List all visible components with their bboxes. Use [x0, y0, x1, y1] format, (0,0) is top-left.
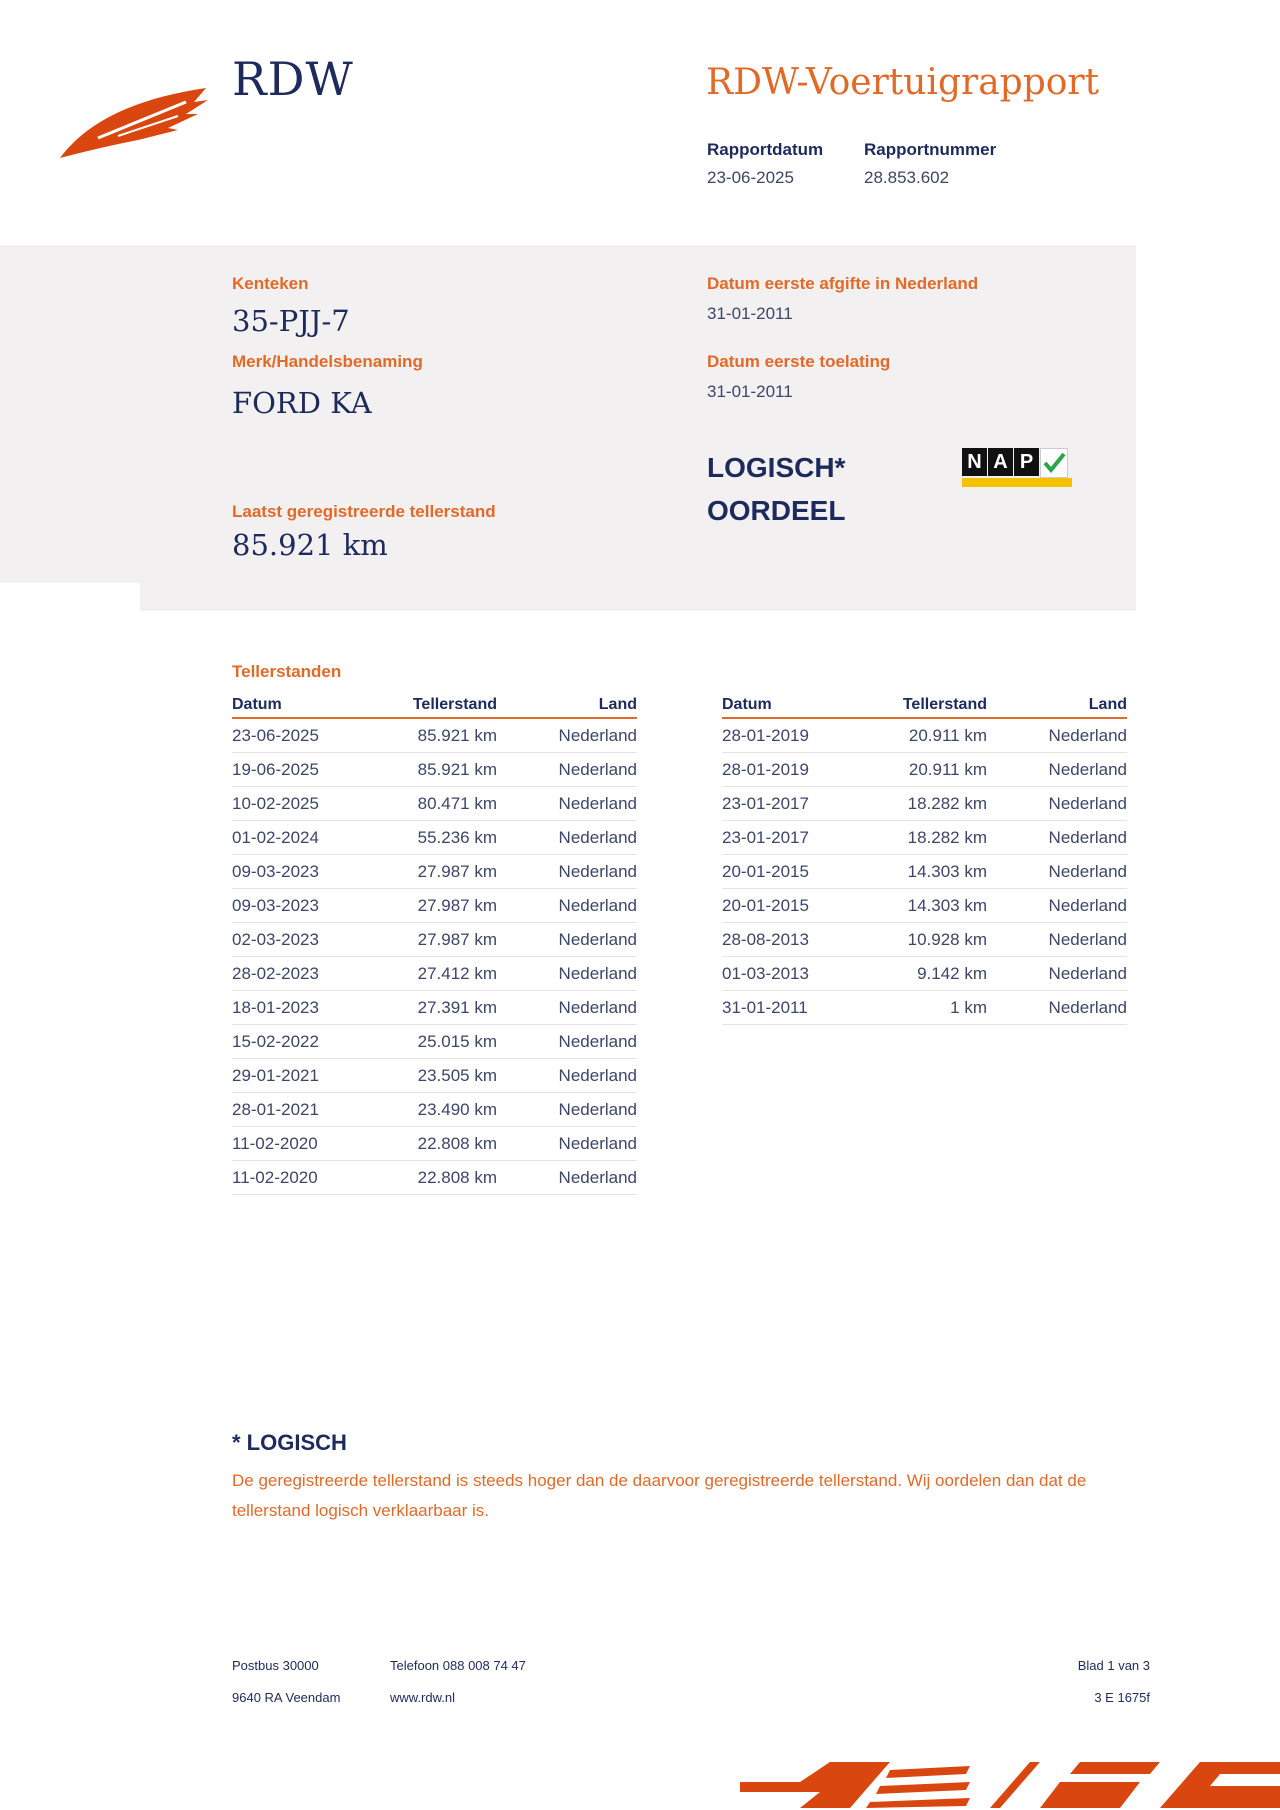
cell-tellerstand: 9.142 km [917, 963, 987, 983]
kenteken-label: Kenteken [232, 274, 309, 293]
cell-land: Nederland [1048, 895, 1127, 915]
table-row [232, 1059, 637, 1093]
cell-tellerstand: 27.987 km [417, 861, 497, 881]
cell-land: Nederland [558, 1065, 637, 1085]
cell-tellerstand: 1 km [950, 997, 987, 1017]
cell-tellerstand: 85.921 km [417, 725, 497, 745]
rapportdatum-value: 23-06-2025 [707, 168, 794, 187]
cell-land: Nederland [1048, 725, 1127, 745]
table-header [722, 690, 1127, 719]
verdict-line-1: LOGISCH* [707, 452, 846, 483]
cell-datum: 31-01-2011 [722, 997, 808, 1017]
last-tellerstand-label: Laatst geregistreerde tellerstand [232, 502, 496, 521]
cell-land: Nederland [1048, 963, 1127, 983]
cell-datum: 15-02-2022 [232, 1031, 319, 1051]
cell-datum: 29-01-2021 [232, 1065, 319, 1085]
cell-land: Nederland [558, 793, 637, 813]
table-row [722, 719, 1127, 753]
table-header [232, 690, 637, 719]
cell-land: Nederland [1048, 861, 1127, 881]
merk-value: FORD KA [232, 386, 372, 420]
cell-datum: 28-01-2019 [722, 759, 809, 779]
cell-land: Nederland [558, 1133, 637, 1153]
table-row [232, 855, 637, 889]
cell-land: Nederland [1048, 929, 1127, 949]
footer-postbus: Postbus 30000 [232, 1658, 319, 1673]
nap-yellow-bar [962, 478, 1072, 487]
table-row [232, 991, 637, 1025]
cell-land: Nederland [558, 759, 637, 779]
cell-tellerstand: 23.505 km [417, 1065, 497, 1085]
table-row [722, 787, 1127, 821]
cell-tellerstand: 22.808 km [417, 1133, 497, 1153]
cell-tellerstand: 27.987 km [417, 895, 497, 915]
table-row [232, 821, 637, 855]
table-row [232, 1025, 637, 1059]
table-row [722, 889, 1127, 923]
tellerstanden-table-left [232, 690, 637, 1195]
cell-tellerstand: 23.490 km [417, 1099, 497, 1119]
kenteken-value: 35-PJJ-7 [232, 304, 350, 338]
table-row [232, 923, 637, 957]
cell-datum: 02-03-2023 [232, 929, 319, 949]
table-row [722, 855, 1127, 889]
table-row [722, 991, 1127, 1025]
header-tellerstand: Tellerstand [412, 696, 497, 713]
nap-letter-n: N [962, 448, 987, 476]
rapportdatum-label: Rapportdatum [707, 140, 824, 159]
cell-tellerstand: 25.015 km [417, 1031, 497, 1051]
cell-land: Nederland [558, 997, 637, 1017]
footer-code: 3 E 1675f [1094, 1690, 1150, 1705]
table-row [232, 719, 637, 753]
rapportnummer-value: 28.853.602 [864, 168, 950, 187]
cell-datum: 28-02-2023 [232, 963, 319, 983]
header-tellerstand: Tellerstand [902, 696, 987, 713]
eerste-afgifte-label: Datum eerste afgifte in Nederland [707, 274, 979, 293]
header-land: Land [598, 696, 637, 713]
last-tellerstand-value: 85.921 km [232, 528, 388, 562]
eerste-toelating-label: Datum eerste toelating [707, 352, 891, 371]
cell-datum: 01-02-2024 [232, 827, 319, 847]
cell-datum: 20-01-2015 [722, 895, 809, 915]
cell-datum: 11-02-2020 [232, 1167, 318, 1187]
cell-tellerstand: 85.921 km [417, 759, 497, 779]
header-datum: Datum [722, 696, 772, 713]
cell-datum: 23-01-2017 [722, 827, 809, 847]
tellerstanden-title: Tellerstanden [232, 662, 342, 681]
merk-label: Merk/Handelsbenaming [232, 352, 423, 371]
cell-land: Nederland [1048, 997, 1127, 1017]
nap-letter-a: A [988, 448, 1013, 476]
nap-logo [962, 448, 1074, 488]
cell-datum: 09-03-2023 [232, 861, 319, 881]
brand-name: RDW [232, 52, 354, 106]
report-title: RDW-Voertuigrapport [706, 62, 1100, 103]
footer-address: 9640 RA Veendam [232, 1690, 341, 1705]
cell-land: Nederland [558, 1031, 637, 1051]
cell-tellerstand: 27.391 km [417, 997, 497, 1017]
table-row [722, 957, 1127, 991]
footnote-title: * LOGISCH [232, 1430, 347, 1455]
footnote-text: De geregistreerde tellerstand is steeds hoger dan de daarvoor geregistreerde tellerstand. Wij oordelen dan dat de tellerstand logisch verklaarbaar is. [232, 1471, 1087, 1520]
table-row [232, 889, 637, 923]
cell-land: Nederland [1048, 793, 1127, 813]
cell-tellerstand: 20.911 km [908, 759, 987, 779]
header-land: Land [1088, 696, 1127, 713]
cell-tellerstand: 18.282 km [907, 827, 987, 847]
cell-datum: 20-01-2015 [722, 861, 809, 881]
cell-tellerstand: 14.303 km [907, 861, 987, 881]
cell-land: Nederland [1048, 827, 1127, 847]
table-row [722, 753, 1127, 787]
cell-datum: 28-01-2021 [232, 1099, 319, 1119]
cell-land: Nederland [558, 861, 637, 881]
header-datum: Datum [232, 696, 282, 713]
panel-corner-cut [0, 583, 140, 613]
cell-tellerstand: 20.911 km [908, 725, 987, 745]
cell-tellerstand: 22.808 km [417, 1167, 497, 1187]
cell-land: Nederland [558, 827, 637, 847]
cell-datum: 10-02-2025 [232, 793, 319, 813]
cell-land: Nederland [1048, 759, 1127, 779]
cell-land: Nederland [558, 725, 637, 745]
cell-datum: 23-01-2017 [722, 793, 809, 813]
rapportnummer-label: Rapportnummer [864, 140, 997, 159]
cell-land: Nederland [558, 895, 637, 915]
cell-datum: 19-06-2025 [232, 759, 319, 779]
table-row [232, 957, 637, 991]
table-row [232, 753, 637, 787]
vehicle-summary-panel [0, 245, 1136, 611]
cell-land: Nederland [558, 963, 637, 983]
cell-datum: 09-03-2023 [232, 895, 319, 915]
cell-land: Nederland [558, 1099, 637, 1119]
cell-tellerstand: 55.236 km [417, 827, 497, 847]
verdict-line-2: OORDEEL [707, 495, 846, 526]
table-row [232, 787, 637, 821]
table-row [722, 923, 1127, 957]
footer-page-number: Blad 1 van 3 [1077, 1658, 1150, 1673]
cell-datum: 23-06-2025 [232, 725, 319, 745]
rdw-logo-icon [58, 80, 208, 160]
cell-tellerstand: 14.303 km [907, 895, 987, 915]
cell-tellerstand: 80.471 km [417, 793, 497, 813]
cell-datum: 18-01-2023 [232, 997, 319, 1017]
table-row [722, 821, 1127, 855]
cell-tellerstand: 10.928 km [907, 929, 987, 949]
eerste-toelating-value: 31-01-2011 [707, 382, 793, 401]
cell-datum: 01-03-2013 [722, 963, 809, 983]
table-row [232, 1161, 637, 1195]
eerste-afgifte-value: 31-01-2011 [707, 304, 793, 323]
cell-datum: 28-08-2013 [722, 929, 809, 949]
cell-tellerstand: 18.282 km [907, 793, 987, 813]
table-row [232, 1093, 637, 1127]
rdw-stripe-mark-icon [740, 1760, 1280, 1810]
cell-datum: 11-02-2020 [232, 1133, 318, 1153]
tellerstanden-table-right [722, 690, 1127, 1025]
cell-tellerstand: 27.412 km [417, 963, 497, 983]
cell-land: Nederland [558, 929, 637, 949]
footer-telefoon: Telefoon 088 008 74 47 [390, 1658, 526, 1673]
footer-website[interactable]: www.rdw.nl [390, 1690, 456, 1705]
nap-check-icon [1040, 448, 1068, 478]
table-row [232, 1127, 637, 1161]
nap-letter-p: P [1014, 448, 1039, 476]
cell-tellerstand: 27.987 km [417, 929, 497, 949]
cell-datum: 28-01-2019 [722, 725, 809, 745]
cell-land: Nederland [558, 1167, 637, 1187]
